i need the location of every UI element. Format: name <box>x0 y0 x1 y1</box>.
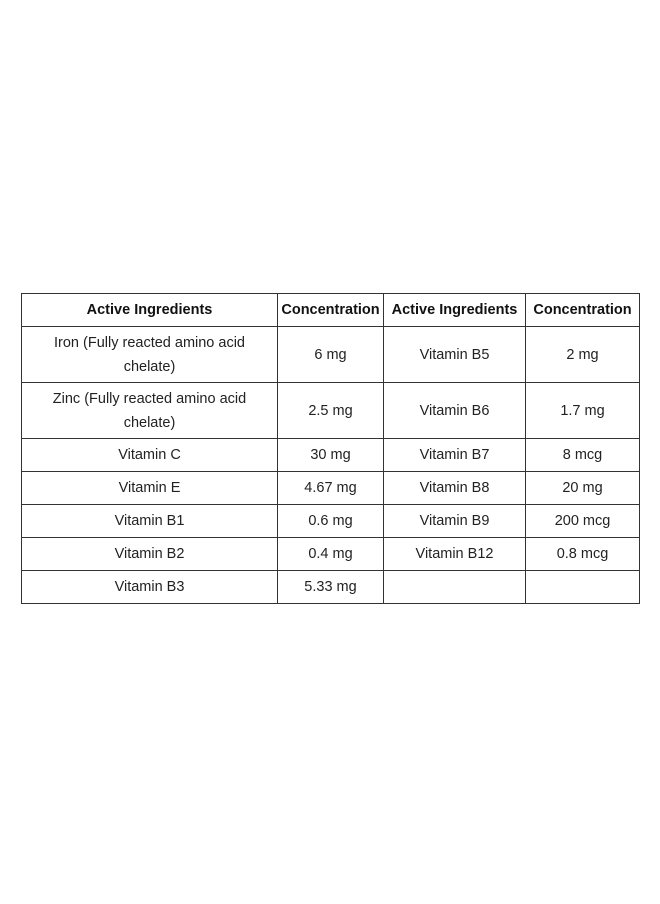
ingredient-concentration: 0.8 mcg <box>526 538 640 571</box>
ingredient-concentration: 20 mg <box>526 472 640 505</box>
table-row <box>22 571 640 604</box>
ingredient-name: Vitamin E <box>22 472 278 505</box>
header-active-ingredients-2: Active Ingredients <box>384 294 526 327</box>
ingredient-name: Vitamin B8 <box>384 472 526 505</box>
table-row <box>22 439 640 472</box>
ingredient-name: Vitamin B7 <box>384 439 526 472</box>
ingredient-name: Vitamin B2 <box>22 538 278 571</box>
ingredient-name: Vitamin B12 <box>384 538 526 571</box>
ingredient-concentration: 5.33 mg <box>278 571 384 604</box>
table-row <box>22 538 640 571</box>
table-row <box>22 327 640 383</box>
ingredient-concentration: 6 mg <box>278 327 384 383</box>
ingredient-name: Zinc (Fully reacted amino acid chelate) <box>22 383 278 439</box>
ingredient-concentration: 2.5 mg <box>278 383 384 439</box>
ingredient-concentration: 1.7 mg <box>526 383 640 439</box>
header-row <box>22 294 640 327</box>
table-row <box>22 383 640 439</box>
ingredients-table <box>21 293 640 604</box>
ingredient-concentration: 30 mg <box>278 439 384 472</box>
ingredient-concentration: 8 mcg <box>526 439 640 472</box>
ingredient-concentration: 2 mg <box>526 327 640 383</box>
ingredient-concentration: 4.67 mg <box>278 472 384 505</box>
header-concentration-1: Concentration <box>278 294 384 327</box>
ingredient-name: Vitamin B1 <box>22 505 278 538</box>
ingredient-name: Vitamin C <box>22 439 278 472</box>
empty-cell <box>384 571 526 604</box>
ingredient-name: Vitamin B9 <box>384 505 526 538</box>
table-row <box>22 472 640 505</box>
ingredient-concentration: 0.6 mg <box>278 505 384 538</box>
ingredient-name: Vitamin B3 <box>22 571 278 604</box>
ingredient-concentration: 0.4 mg <box>278 538 384 571</box>
table-row <box>22 505 640 538</box>
ingredient-name: Iron (Fully reacted amino acid chelate) <box>22 327 278 383</box>
header-active-ingredients-1: Active Ingredients <box>22 294 278 327</box>
ingredient-name: Vitamin B5 <box>384 327 526 383</box>
header-concentration-2: Concentration <box>526 294 640 327</box>
ingredient-concentration: 200 mcg <box>526 505 640 538</box>
empty-cell <box>526 571 640 604</box>
ingredient-name: Vitamin B6 <box>384 383 526 439</box>
